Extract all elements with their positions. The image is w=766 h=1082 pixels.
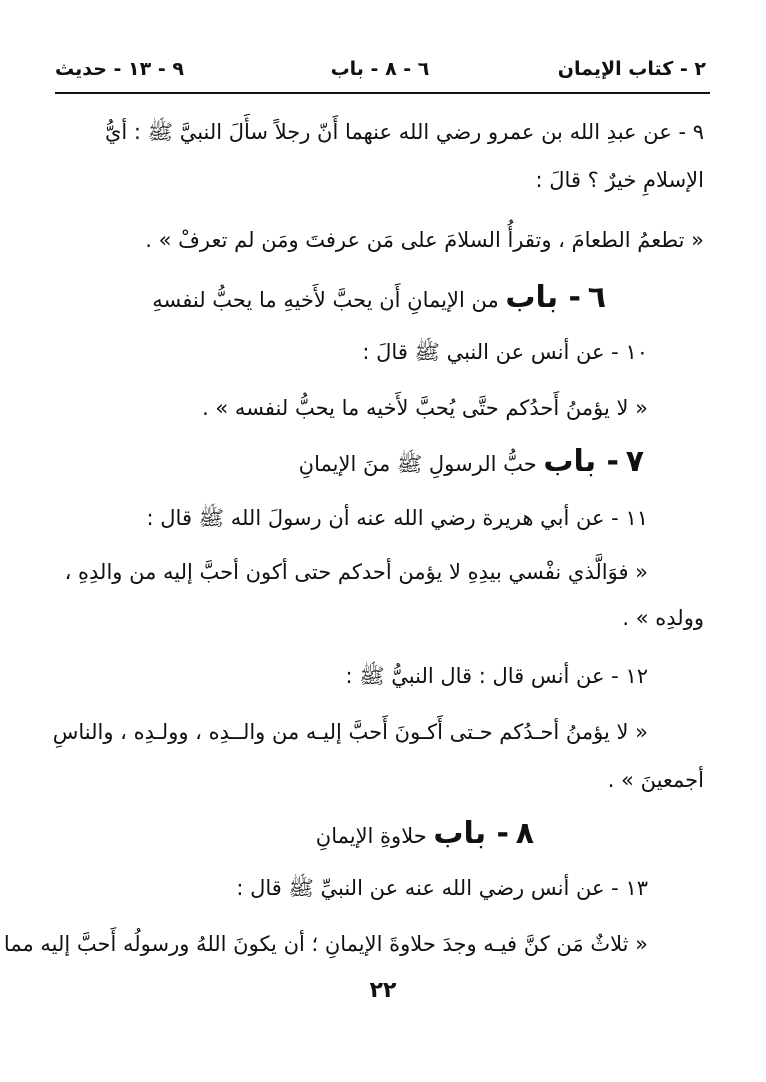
chapter-6-word: باب [505, 280, 559, 315]
hadith-11-line-1: ١١ - عن أبي هريرة رضي الله عنه أن رسولَ الله ﷺ قال : [146, 506, 648, 530]
hadith-12-line-1: ١٢ - عن أنس قال : قال النبيُّ ﷺ : [345, 664, 648, 688]
hadith-10-matn: « لا يؤمنُ أَحدُكم حتَّى يُحبَّ لأَخيه ما يحبُّ لنفسه » . [202, 396, 648, 420]
chapter-7-word: باب [543, 444, 597, 479]
chapter-8-title: حلاوةِ الإيمانِ [315, 824, 427, 848]
running-head-chapters: ٦ - ٨ - باب [330, 58, 430, 80]
hadith-12-line-2: « لا يؤمنُ أحـدُكم حـتى أَكـونَ أَحبَّ إليـه من والــدِه ، وولـدِه ، والناسِ [52, 720, 648, 744]
chapter-8-heading: ٨ - باب حلاوةِ الإيمانِ [315, 816, 534, 851]
chapter-7-heading: ٧ - باب حبُّ الرسولِ ﷺ منَ الإيمانِ [298, 444, 644, 479]
chapter-8-word: باب [433, 816, 487, 851]
hadith-13-line-1: ١٣ - عن أنس رضي الله عنه عن النبيِّ ﷺ قال : [236, 876, 648, 900]
running-head-hadiths: ٩ - ١٣ - حديث [55, 58, 184, 80]
page-number: ٢٢ [369, 978, 397, 1003]
header-rule [55, 92, 710, 94]
hadith-9-line-2: الإسلامِ خيرٌ ؟ قالَ : [535, 168, 704, 192]
hadith-9-matn: « تطعمُ الطعامَ ، وتقرأُ السلامَ على مَن عرفتَ ومَن لم تعرفْ » . [145, 228, 704, 252]
chapter-6-heading: ٦ - باب من الإيمانِ أَن يحبَّ لأَخيهِ ما يحبُّ لنفسهِ [152, 280, 606, 315]
hadith-11-line-2: « فوَالَّذي نفْسي بيدِهِ لا يؤمن أحدكم حتى أكون أحبَّ إليه من والدِهِ ، [64, 560, 648, 584]
chapter-6-number: ٦ [587, 280, 606, 315]
hadith-12-line-3: أجمعينَ » . [607, 768, 704, 792]
chapter-6-title: من الإيمانِ أَن يحبَّ لأَخيهِ ما يحبُّ لنفسهِ [152, 288, 499, 312]
hadith-10-line-1: ١٠ - عن أنس عن النبي ﷺ قالَ : [362, 340, 648, 364]
hadith-11-line-3: وولدِه » . [622, 606, 704, 630]
hadith-9-line-1: ٩ - عن عبدِ الله بن عمرو رضي الله عنهما أَنّ رجلاً سأَلَ النبيَّ ﷺ : أيُّ [104, 120, 704, 144]
chapter-7-number: ٧ [625, 444, 644, 479]
hadith-13-line-2: « ثلاثٌ مَن كنَّ فيـه وجدَ حلاوةَ الإيمانِ ؛ أن يكونَ اللهُ ورسولُه أَحبَّ إليه مما [3, 932, 648, 956]
running-head-book: ٢ - كتاب الإيمان [557, 58, 706, 80]
chapter-8-number: ٨ [515, 816, 534, 851]
chapter-7-title: حبُّ الرسولِ ﷺ منَ الإيمانِ [298, 452, 537, 476]
